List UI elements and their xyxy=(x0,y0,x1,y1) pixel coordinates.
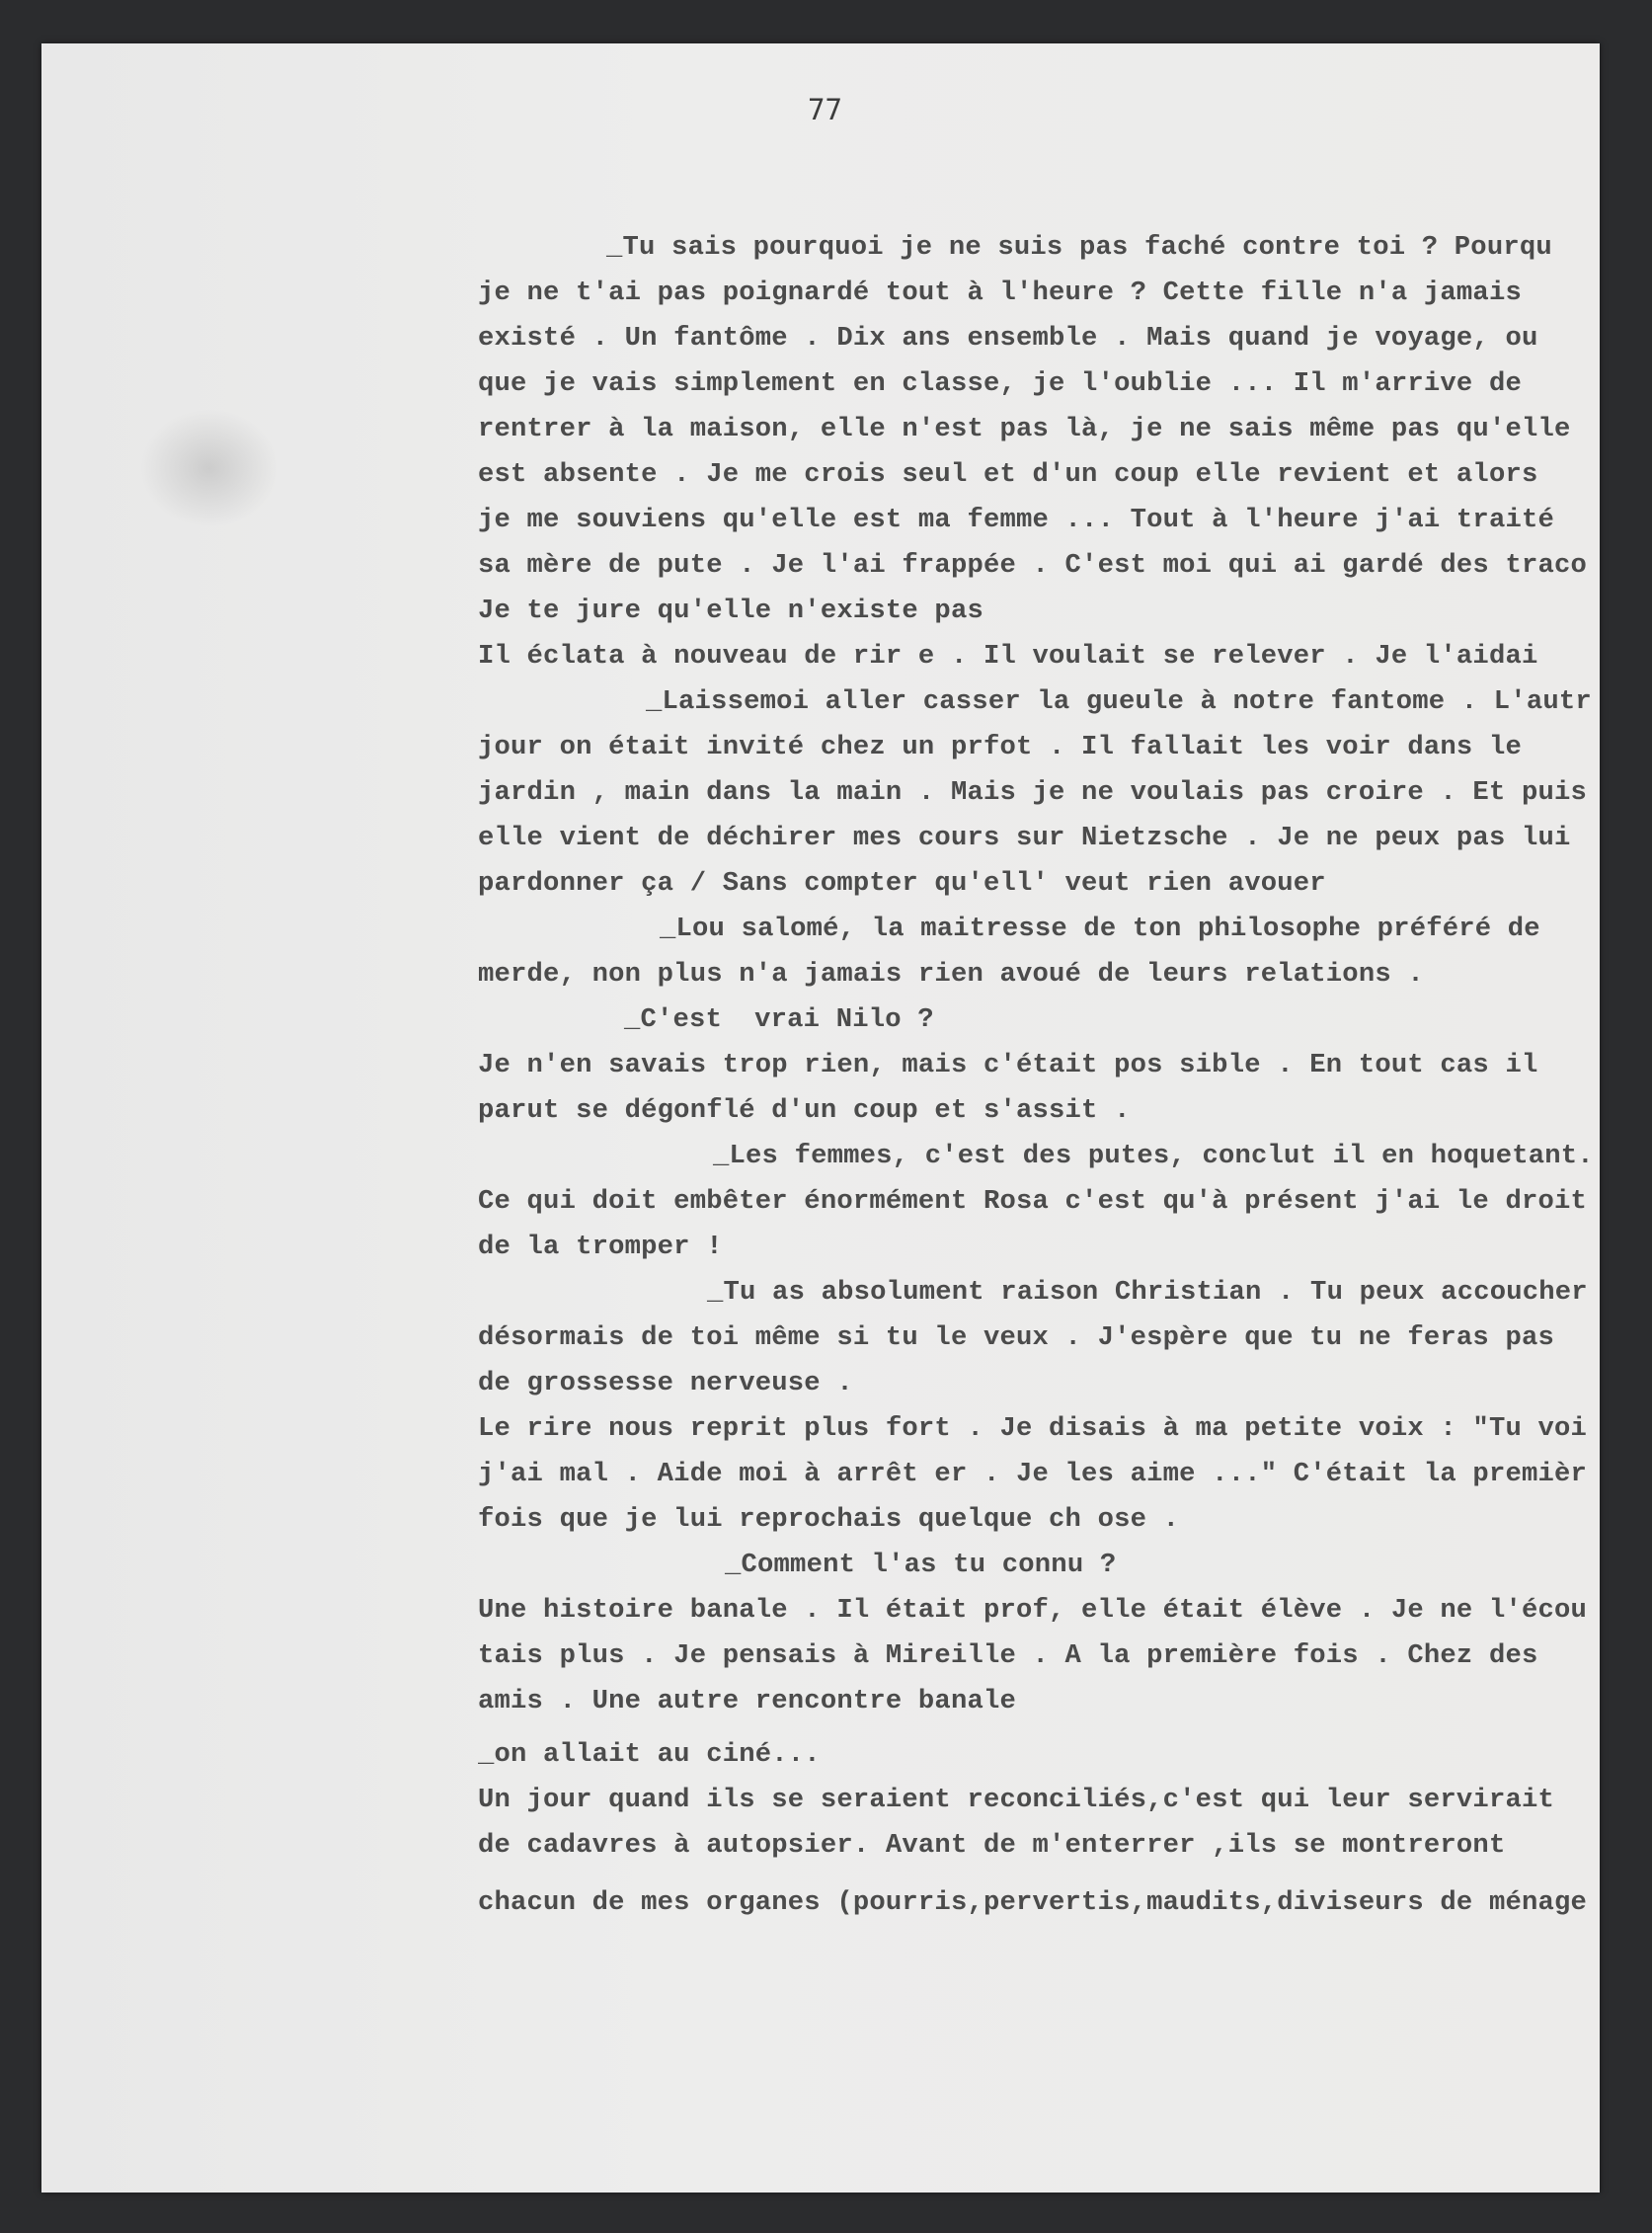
text-line: elle vient de déchirer mes cours sur Nietzsche . Je ne peux pas lui xyxy=(478,823,1571,853)
text-line: jardin , main dans la main . Mais je ne voulais pas croire . Et puis xyxy=(478,777,1588,808)
text-line: est absente . Je me crois seul et d'un coup elle revient et alors xyxy=(478,459,1538,490)
text-line: chacun de mes organes (pourris,pervertis,maudits,diviseurs de ménage xyxy=(478,1887,1588,1918)
text-line: je ne t'ai pas poignardé tout à l'heure ? Cette fille n'a jamais xyxy=(478,278,1522,308)
text-line: _Laissemoi aller casser la gueule à notre fantome . L'autr xyxy=(646,686,1592,717)
text-line: de cadavres à autopsier. Avant de m'enterrer ,ils se montreront xyxy=(478,1830,1506,1861)
text-line: existé . Un fantôme . Dix ans ensemble . Mais quand je voyage, ou xyxy=(478,323,1538,354)
text-line: je me souviens qu'elle est ma femme ... Tout à l'heure j'ai traité xyxy=(478,505,1554,535)
text-line: _on allait au ciné... xyxy=(478,1739,821,1770)
text-line: _Les femmes, c'est des putes, conclut il en hoquetant. xyxy=(713,1141,1594,1171)
page-number: 77 xyxy=(808,93,842,126)
text-line: jour on était invité chez un prfot . Il fallait les voir dans le xyxy=(478,732,1522,762)
text-line: pardonner ça / Sans compter qu'ell' veut rien avouer xyxy=(478,868,1326,899)
text-line: Je te jure qu'elle n'existe pas xyxy=(478,596,983,626)
text-line: Un jour quand ils se seraient reconciliés,c'est qui leur servirait xyxy=(478,1785,1554,1815)
text-line: de la tromper ! xyxy=(478,1232,723,1262)
text-line: de grossesse nerveuse . xyxy=(478,1368,853,1398)
text-line: Je n'en savais trop rien, mais c'était pos sible . En tout cas il xyxy=(478,1050,1538,1080)
text-line: _C'est vrai Nilo ? xyxy=(624,1004,934,1035)
text-line: _Comment l'as tu connu ? xyxy=(725,1550,1117,1580)
text-line: Il éclata à nouveau de rir e . Il voulait se relever . Je l'aidai xyxy=(478,641,1538,672)
text-line: _Tu as absolument raison Christian . Tu peux accoucher xyxy=(707,1277,1588,1308)
text-line: que je vais simplement en classe, je l'oublie ... Il m'arrive de xyxy=(478,368,1522,399)
text-line: Le rire nous reprit plus fort . Je disais à ma petite voix : "Tu voi xyxy=(478,1413,1588,1444)
text-line: amis . Une autre rencontre banale xyxy=(478,1686,1016,1716)
text-line: Ce qui doit embêter énormément Rosa c'est qu'à présent j'ai le droit xyxy=(478,1186,1588,1217)
text-line: tais plus . Je pensais à Mireille . A la première fois . Chez des xyxy=(478,1640,1538,1671)
typewritten-text-block xyxy=(478,225,1600,1963)
text-line: _Lou salomé, la maitresse de ton philosophe préféré de xyxy=(660,914,1540,944)
text-line: rentrer à la maison, elle n'est pas là, je ne sais même pas qu'elle xyxy=(478,414,1571,444)
text-line: désormais de toi même si tu le veux . J'espère que tu ne feras pas xyxy=(478,1322,1554,1353)
text-line: Une histoire banale . Il était prof, elle était élève . Je ne l'écou xyxy=(478,1595,1588,1626)
text-line: fois que je lui reprochais quelque ch ose . xyxy=(478,1504,1180,1535)
text-line: _Tu sais pourquoi je ne suis pas faché contre toi ? Pourqu xyxy=(606,232,1552,263)
text-line: merde, non plus n'a jamais rien avoué de leurs relations . xyxy=(478,959,1424,990)
text-line: parut se dégonflé d'un coup et s'assit . xyxy=(478,1095,1131,1126)
text-line: sa mère de pute . Je l'ai frappée . C'est moi qui ai gardé des traco xyxy=(478,550,1588,581)
text-line: j'ai mal . Aide moi à arrêt er . Je les aime ..." C'était la premièr xyxy=(478,1459,1588,1489)
paper-smudge xyxy=(140,409,278,527)
